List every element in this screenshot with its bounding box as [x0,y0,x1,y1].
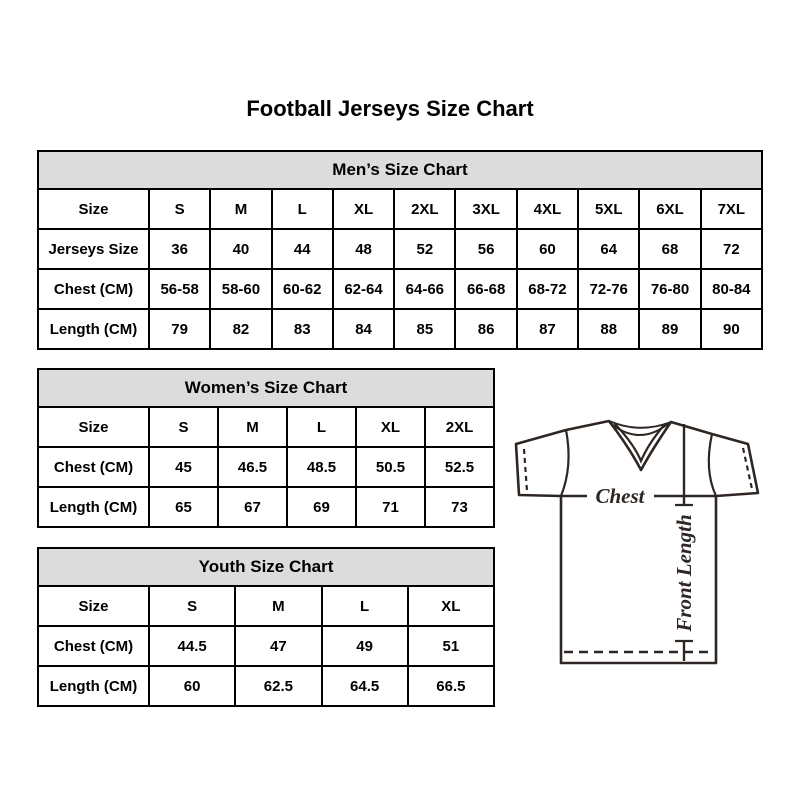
data-cell: 87 [517,309,578,349]
data-cell: 79 [149,309,210,349]
data-cell: 71 [356,487,425,527]
data-cell: 47 [235,626,321,666]
data-cell: 48 [333,229,394,269]
data-cell: 60 [149,666,235,706]
data-cell: 62-64 [333,269,394,309]
data-cell: 40 [210,229,271,269]
data-cell: 68-72 [517,269,578,309]
jersey-diagram-svg [498,408,770,670]
table-title-row [38,548,494,586]
row-label-cell: Chest (CM) [38,626,149,666]
data-cell: 56 [455,229,516,269]
data-cell: 80-84 [701,269,762,309]
data-cell: 44 [272,229,333,269]
data-cell: 46.5 [218,447,287,487]
column-header-cell: S [149,586,235,626]
table-header-row [38,407,494,447]
jersey-outline [516,421,758,663]
data-cell: 56-58 [149,269,210,309]
data-cell: 66.5 [408,666,494,706]
table-row [38,309,762,349]
data-cell: 60 [517,229,578,269]
column-header-cell: 6XL [639,189,700,229]
data-cell: 88 [578,309,639,349]
data-cell: 72-76 [578,269,639,309]
column-header-cell: XL [333,189,394,229]
data-cell: 69 [287,487,356,527]
data-cell: 51 [408,626,494,666]
size-header-cell: Size [38,586,149,626]
data-cell: 90 [701,309,762,349]
table-row [38,666,494,706]
column-header-cell: L [287,407,356,447]
column-header-cell: 4XL [517,189,578,229]
column-header-cell: M [235,586,321,626]
table-title: Youth Size Chart [38,548,494,586]
data-cell: 52 [394,229,455,269]
column-header-cell: 3XL [455,189,516,229]
chest-label: Chest [595,484,645,508]
data-cell: 44.5 [149,626,235,666]
data-cell: 68 [639,229,700,269]
column-header-cell: M [218,407,287,447]
size-header-cell: Size [38,407,149,447]
youth-size-table [37,547,495,707]
column-header-cell: M [210,189,271,229]
data-cell: 64 [578,229,639,269]
table-title-row [38,369,494,407]
data-cell: 52.5 [425,447,494,487]
data-cell: 50.5 [356,447,425,487]
row-label-cell: Length (CM) [38,487,149,527]
front-length-label: Front Length [672,514,696,632]
data-cell: 89 [639,309,700,349]
column-header-cell: L [322,586,408,626]
data-cell: 64-66 [394,269,455,309]
data-cell: 82 [210,309,271,349]
column-header-cell: 5XL [578,189,639,229]
data-cell: 84 [333,309,394,349]
data-cell: 73 [425,487,494,527]
data-cell: 64.5 [322,666,408,706]
table-title-row [38,151,762,189]
data-cell: 65 [149,487,218,527]
data-cell: 60-62 [272,269,333,309]
table-title: Women’s Size Chart [38,369,494,407]
column-header-cell: S [149,189,210,229]
page-title: Football Jerseys Size Chart [246,96,534,121]
table-row [38,626,494,666]
mens-size-table [37,150,763,350]
jersey-measurement-diagram [498,408,770,670]
data-cell: 67 [218,487,287,527]
table-row [38,229,762,269]
row-label-cell: Jerseys Size [38,229,149,269]
table-row [38,269,762,309]
data-cell: 86 [455,309,516,349]
column-header-cell: S [149,407,218,447]
data-cell: 45 [149,447,218,487]
data-cell: 66-68 [455,269,516,309]
table-row [38,447,494,487]
row-label-cell: Chest (CM) [38,269,149,309]
data-cell: 49 [322,626,408,666]
column-header-cell: XL [356,407,425,447]
table-header-row [38,189,762,229]
column-header-cell: 2XL [394,189,455,229]
column-header-cell: 7XL [701,189,762,229]
table-row [38,487,494,527]
data-cell: 36 [149,229,210,269]
row-label-cell: Length (CM) [38,666,149,706]
table-title: Men’s Size Chart [38,151,762,189]
table-header-row [38,586,494,626]
column-header-cell: XL [408,586,494,626]
womens-size-table [37,368,495,528]
data-cell: 83 [272,309,333,349]
column-header-cell: 2XL [425,407,494,447]
data-cell: 58-60 [210,269,271,309]
data-cell: 48.5 [287,447,356,487]
data-cell: 72 [701,229,762,269]
data-cell: 62.5 [235,666,321,706]
row-label-cell: Length (CM) [38,309,149,349]
row-label-cell: Chest (CM) [38,447,149,487]
data-cell: 85 [394,309,455,349]
data-cell: 76-80 [639,269,700,309]
size-header-cell: Size [38,189,149,229]
column-header-cell: L [272,189,333,229]
